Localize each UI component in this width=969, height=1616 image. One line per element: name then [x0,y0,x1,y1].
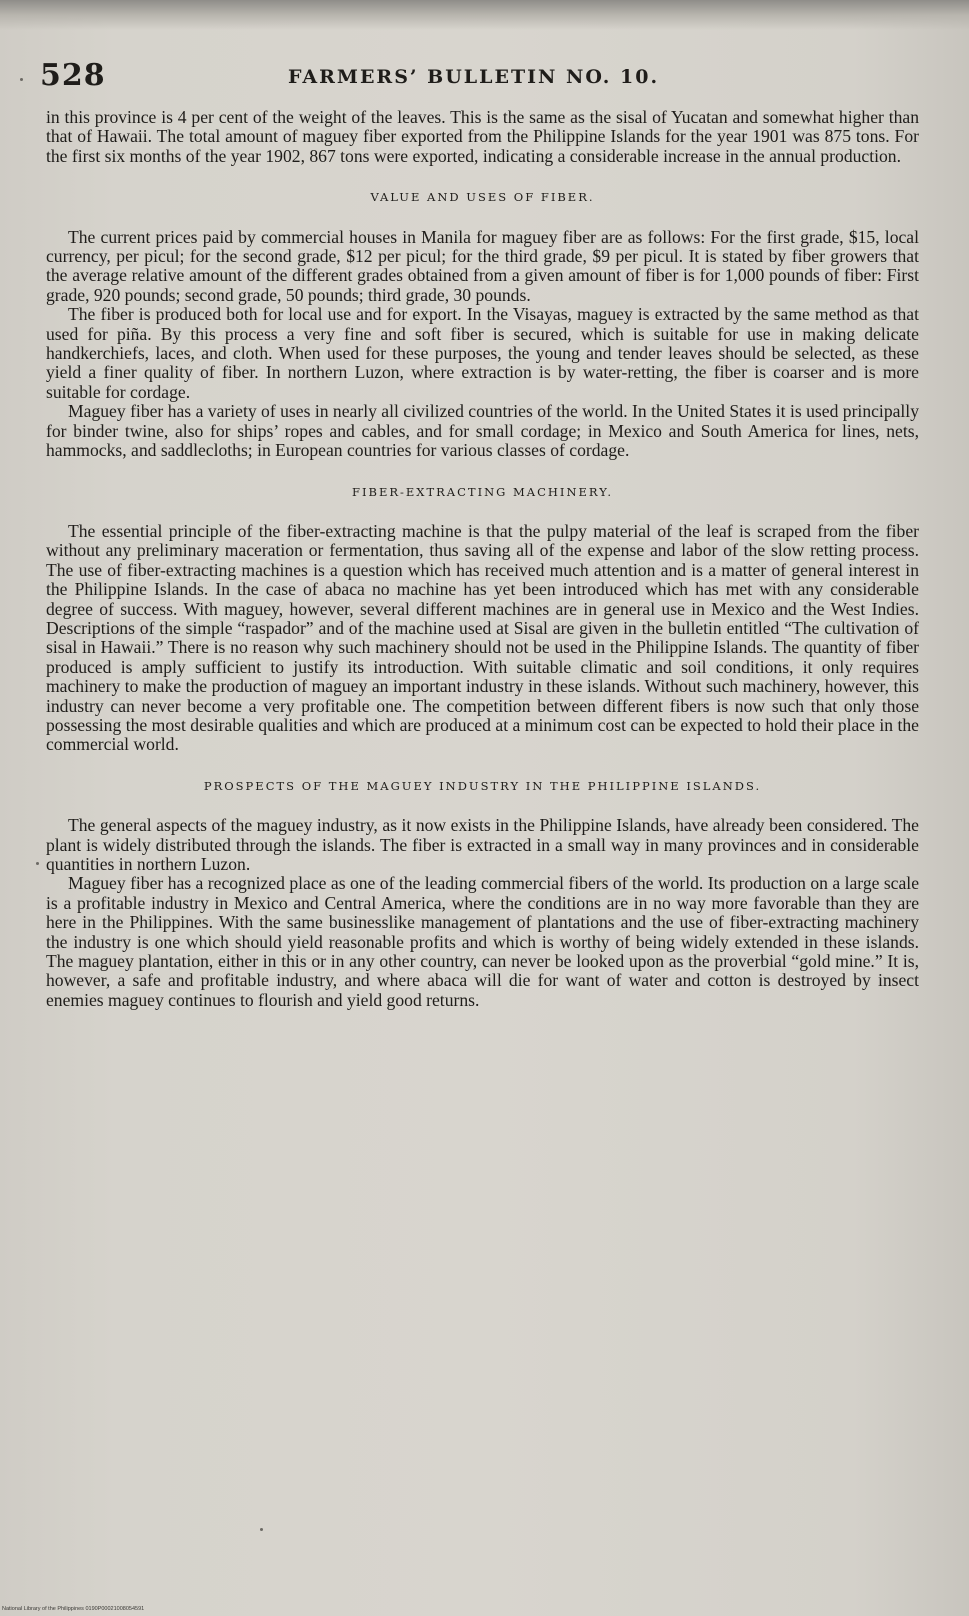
intro-paragraph: in this province is 4 per cent of the weight of the leaves. This is the same as the sisal of Yucatan and somewhat higher than that of Hawaii. The total amount of maguey fiber exported from the Philippine Islands for the year 1901 was 875 tons. For the first six months of the year 1902, 867 tons were exported, indicating a considerable increase in the annual production. [46,107,919,166]
digitization-credit: National Library of the Philippines 0190P00021008054591 [2,1606,145,1612]
scan-speck [20,78,23,81]
scan-speck [260,1528,263,1531]
running-title: FARMERS’ BULLETIN NO. 10. [288,66,660,88]
section-heading-prospects: PROSPECTS OF THE MAGUEY INDUSTRY IN THE PHILIPPINE ISLANDS. [203,778,762,793]
paragraph: The current prices paid by commercial houses in Manila for maguey fiber are as follows: For the first grade, $15, local currency, per picul; for the second grade, $12 per picul; for the third grade, $9 per picul. It is stated by fiber growers that the average relative amount of the different grades obtained from a given amount of fiber is for 1,000 pounds of fiber: First grade, 920 pounds; second grade, 50 pounds; third grade, 30 pounds. [46,226,919,305]
paragraph: The fiber is produced both for local use and for export. In the Visayas, maguey is extracted by the same method as that used for piña. By this process a very fine and soft fiber is secured, which is suitable for use in making delicate handkerchiefs, laces, and cloth. When used for these purposes, the young and tender leaves should be selected, as these yield a finer quality of fiber. In northern Luzon, where extraction is by water-retting, the fiber is coarser and is more suitable for cordage. [46,304,919,402]
section-heading-fiber-extracting-machinery: FIBER-EXTRACTING MACHINERY. [351,484,614,499]
paragraph: Maguey fiber has a variety of uses in nearly all civilized countries of the world. In the United States it is used principally for binder twine, also for ships’ ropes and cables, and for small cordage; in Mexico and South America for lines, nets, hammocks, and saddlecloths; in European countries for various classes of cordage. [46,401,919,461]
page-header [30,58,930,98]
paragraph: Maguey fiber has a recognized place as one of the leading commercial fibers of the world. Its production on a large scale is a profitable industry in Mexico and Central America, where the conditions are in no way more favorable than they are here in the Philippines. With the same businesslike management of plantations and the use of fiber-extracting machinery the industry is one which should yield reasonable profits and which is worthy of being widely extended in these islands. The maguey plantation, either in this or in any other country, can never be looked upon as the proverbial “gold mine.” It is, however, a safe and profitable industry, and where abaca will die for want of water and cotton is destroyed by insect enemies maguey continues to flourish and yield good returns. [46,873,919,1010]
section-heading-value-and-uses: VALUE AND USES OF FIBER. [370,190,595,205]
scan-speck [36,862,39,865]
body-text [46,108,919,1010]
scan-edge-shadow [0,0,969,30]
paragraph: The general aspects of the maguey industry, as it now exists in the Philippine Islands, have already been considered. The plant is widely distributed through the islands. The fiber is extracted in a small way in many provinces and in considerable quantities in northern Luzon. [46,815,919,874]
page-number: 528 [40,58,106,93]
paragraph: The essential principle of the fiber-extracting machine is that the pulpy material of the leaf is scraped from the fiber without any preliminary maceration or fermentation, thus saving all of the expense and labor of the slow retting process. The use of fiber-extracting machines is a question which has received much attention and is a matter of general interest in the Philippine Islands. In the case of abaca no machine has yet been introduced which has met with any considerable degree of success. With maguey, however, several different machines are in general use in Mexico and the West Indies. Descriptions of the simple “raspador” and of the machine used at Sisal are given in the bulletin entitled “The cultivation of sisal in Hawaii.” There is no reason why such machinery should not be used in the Philippine Islands. The quantity of fiber produced is amply sufficient to justify its introduction. With suitable climatic and soil conditions, it only requires machinery to make the production of maguey an important industry in these islands. Without such machinery, however, this industry can never become a very profitable one. The competition between different fibers is now such that only those possessing the most desirable qualities and which are produced at a minimum cost can be expected to hold their place in the commercial world. [46,520,919,755]
